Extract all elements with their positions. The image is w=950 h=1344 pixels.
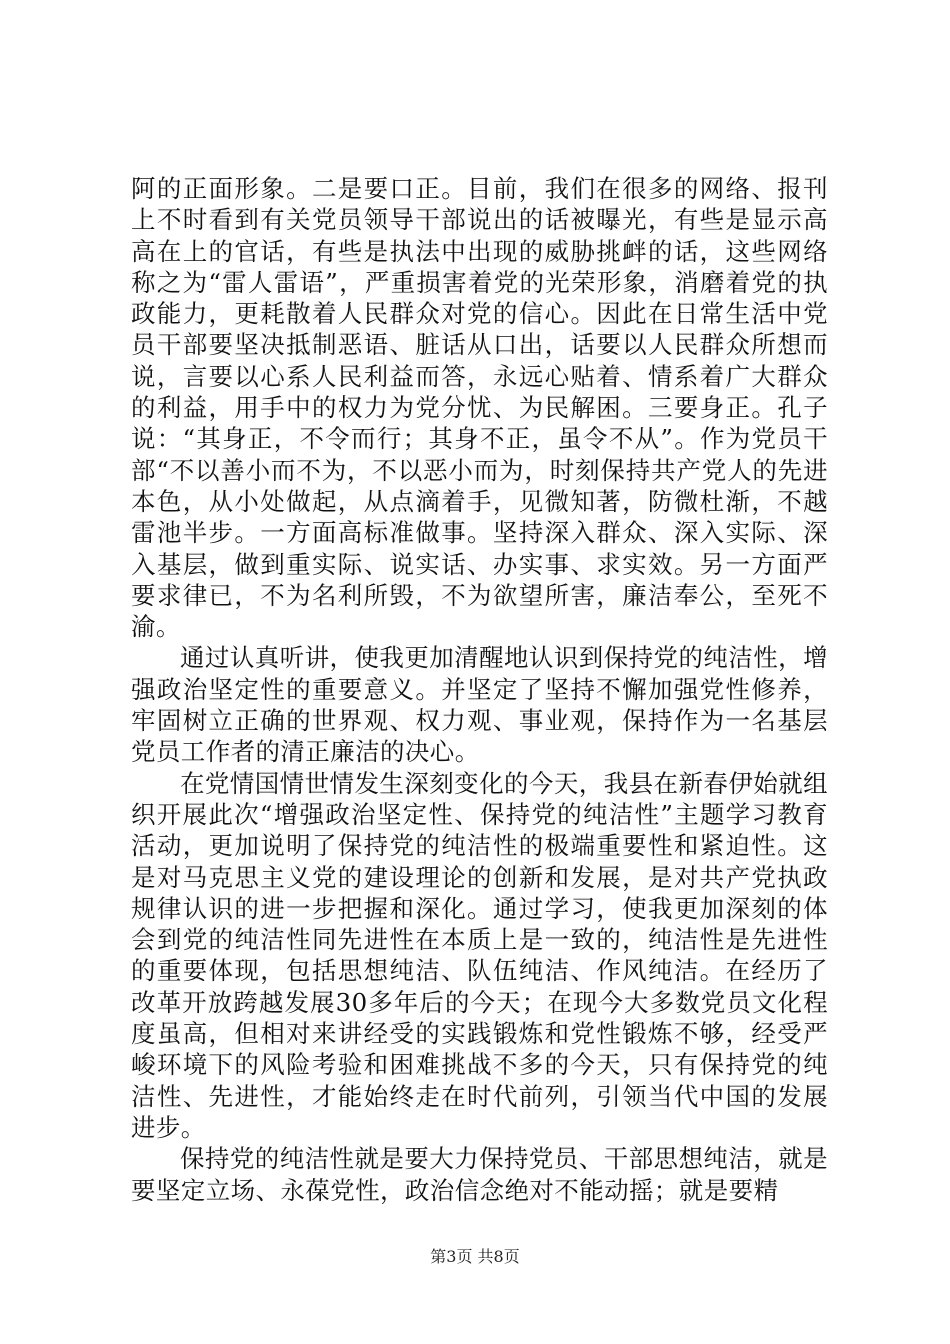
paragraph-3: 在党情国情世情发生深刻变化的今天，我县在新春伊始就组织开展此次“增强政治坚定性、保持党的纯洁性”主题学习教育活动，更加说明了保持党的纯洁性的极端重要性和紧迫性。这是对马克思主义党的建设理论的创新和发展，是对共产党执政规律认识的进一步把握和深化。通过学习，使我更加深刻的体会到党的纯洁性同先进性在本质上是一致的，纯洁性是先进性的重要体现，包括思想纯洁、队伍纯洁、作风纯洁。在经历了改革开放跨越发展30多年后的今天；在现今大多数党员文化程度虽高，但相对来讲经受的实践锻炼和党性锻炼不够，经受严峻环境下的风险考验和困难挑战不多的今天，只有保持党的纯洁性、先进性，才能始终走在时代前列，引领当代中国的发展进步。 [131,768,828,1142]
paragraph-1: 阿的正面形象。二是要口正。目前，我们在很多的网络、报刊上不时看到有关党员领导干部说出的话被曝光，有些是显示高高在上的官话，有些是执法中出现的威胁挑衅的话，这些网络称之为“雷人雷语”，严重损害着党的光荣形象，消磨着党的执政能力，更耗散着人民群众对党的信心。因此在日常生活中党员干部要坚决抵制恶语、脏话从口出，话要以人民群众所想而说，言要以心系人民利益而答，永远心贴着、情系着广大群众的利益，用手中的权力为党分忧、为民解困。三要身正。孔子说：“其身正，不令而行；其身不正，虽令不从”。作为党员干部“不以善小而不为，不以恶小而为，时刻保持共产党人的先进本色，从小处做起，从点滴着手，见微知著，防微杜渐，不越雷池半步。一方面高标准做事。坚持深入群众、深入实际、深入基层，做到重实际、说实话、办实事、求实效。另一方面严要求律已，不为名利所毁，不为欲望所害，廉洁奉公，至死不渝。 [131,174,828,642]
page-number-footer: 第3页 共8页 [430,1247,520,1266]
paragraph-2: 通过认真听讲，使我更加清醒地认识到保持党的纯洁性，增强政治坚定性的重要意义。并坚定了坚持不懈加强党性修养，牢固树立正确的世界观、权力观、事业观，保持作为一名基层党员工作者的清正廉洁的决心。 [131,643,828,767]
document-body [131,173,828,1206]
paragraph-4: 保持党的纯洁性就是要大力保持党员、干部思想纯洁，就是要坚定立场、永葆党性，政治信念绝对不能动摇；就是要精 [131,1144,828,1205]
